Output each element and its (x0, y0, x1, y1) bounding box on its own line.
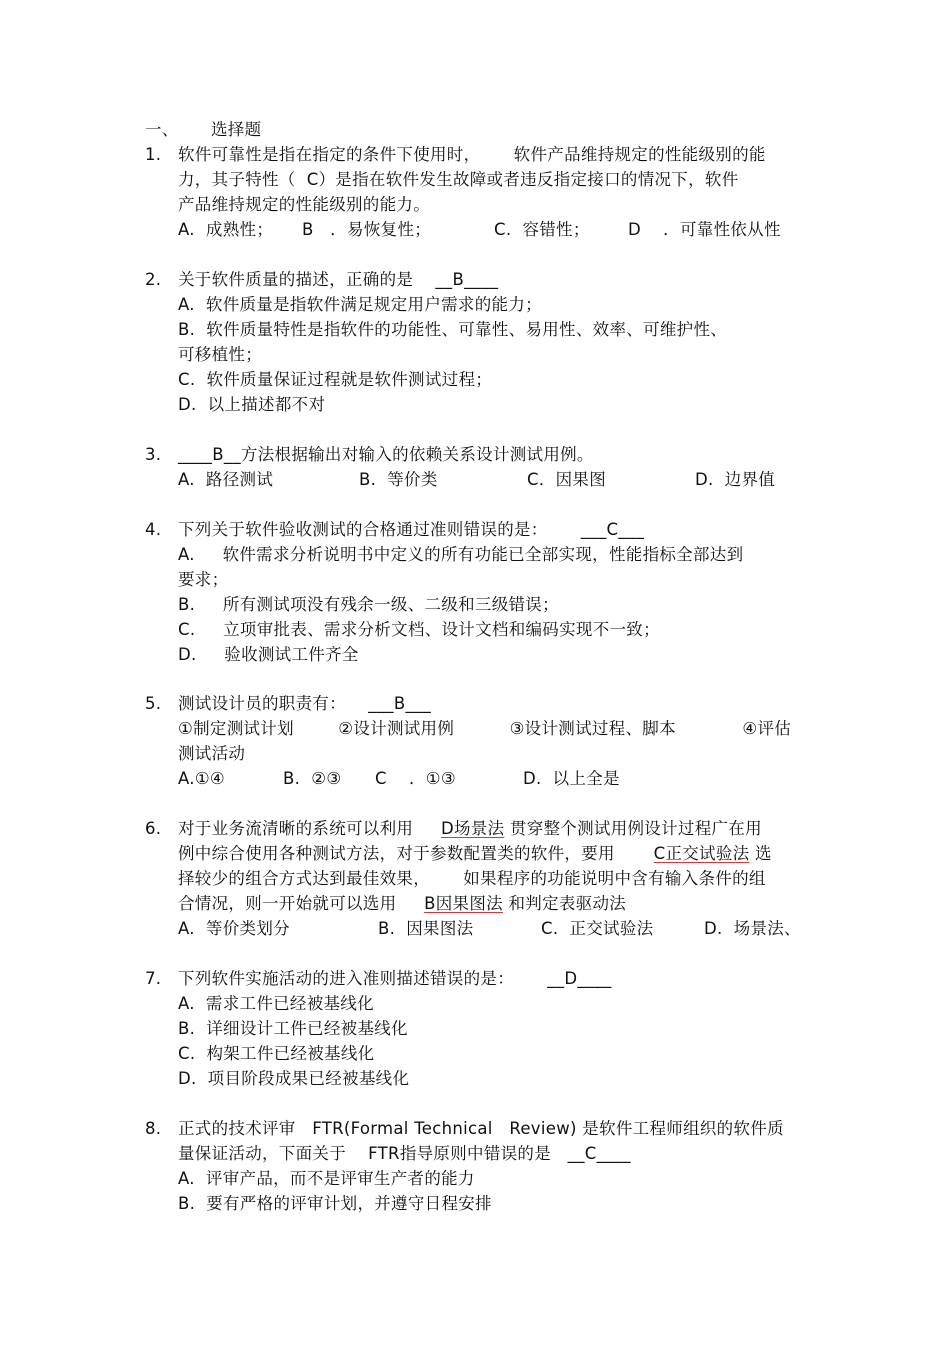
option-a: A. 评审产品，而不是评审生产者的能力 (178, 1169, 475, 1188)
section-title: 选择题 (211, 120, 262, 139)
option-a: A. 等价类划分 (178, 919, 290, 938)
stem-text: 和判定表驱动法 (502, 894, 627, 913)
option-d: D. 验收测试工件齐全 (178, 645, 359, 664)
option-a: A. 需求工件已经被基线化 (178, 994, 374, 1013)
question-number: 4. (145, 520, 162, 539)
question-number: 2. (145, 270, 162, 289)
option-d: D. 场景法、 (704, 919, 801, 938)
question-stem-line: 软件可靠性是指在指定的条件下使用时， 软件产品维持规定的性能级别的能 (178, 145, 766, 164)
option-a: A. 成熟性； (178, 220, 274, 239)
stem-text: 选 (749, 844, 772, 863)
option-b: B ．易恢复性； (302, 220, 432, 239)
question-stem-line: 下列软件实施活动的进入准则描述错误的是： __D____ (178, 969, 612, 988)
stem-text: 贯穿整个测试用例设计过程广在用 (504, 819, 762, 838)
question-stem-line (178, 868, 766, 890)
option-d: D. 项目阶段成果已经被基线化 (178, 1069, 410, 1088)
question-number: 6. (145, 819, 162, 838)
question-stem-line: 测试设计员的职责有： ___B___ (178, 694, 432, 713)
option-c: C. 软件质量保证过程就是软件测试过程； (178, 370, 493, 389)
option-d: D ．可靠性依从性 (628, 220, 781, 239)
question-number: 5. (145, 694, 162, 713)
question-number: 1. (145, 145, 162, 164)
question-stem-line: 产品维持规定的性能级别的能力。 (178, 195, 430, 214)
option-c: C．因果图 (527, 470, 607, 489)
question-stem-line: 关于软件质量的描述，正确的是 __B____ (178, 270, 499, 289)
option-b: B. 等价类 (359, 470, 438, 489)
option-a-continued: 要求； (178, 570, 229, 589)
option-b: B. 要有严格的评审计划，并遵守日程安排 (178, 1194, 492, 1213)
question-stem-line: 量保证活动，下面关于 FTR指导原则中错误的是 __C____ (178, 1144, 631, 1163)
question-stem-line (178, 893, 626, 915)
question-stem-line (178, 843, 772, 865)
option-b-continued: 可移植性； (178, 345, 262, 364)
option-d: D. 边界值 (695, 470, 776, 489)
answer-underlined: D场景法 (440, 819, 505, 838)
answer-underlined: C正交试验法 (653, 844, 750, 863)
stem-text: 对于业务流清晰的系统可以利用 (178, 819, 441, 838)
stem-text: 合情况，则一开始就可以选用 (178, 894, 425, 913)
section-number: 一、 (145, 120, 179, 139)
question-stem-line: 测试活动 (178, 744, 246, 763)
question-stem-line: ____B__方法根据输出对输入的依赖关系设计测试用例。 (178, 445, 594, 464)
option-a: A.①④ (178, 769, 226, 788)
option-b: B. 软件质量特性是指软件的功能性、可靠性、易用性、效率、可维护性、 (178, 320, 728, 339)
option-b: B. 详细设计工件已经被基线化 (178, 1019, 408, 1038)
option-c: C. 容错性； (494, 220, 590, 239)
option-c: C. 构架工件已经被基线化 (178, 1044, 375, 1063)
question-stem-line (178, 818, 762, 840)
option-a: A. 路径测试 (178, 470, 274, 489)
option-a: A. 软件需求分析说明书中定义的所有功能已全部实现，性能指标全部达到 (178, 545, 744, 564)
option-b: B. ②③ (283, 769, 342, 788)
answer-underlined: B因果图法 (424, 894, 503, 913)
option-c: C ．①③ (375, 769, 456, 788)
option-c: C. 立项审批表、需求分析文档、设计文档和编码实现不一致； (178, 620, 660, 639)
question-number: 3. (145, 445, 162, 464)
question-stem-line: 下列关于软件验收测试的合格通过准则错误的是： ___C___ (178, 520, 644, 539)
option-a: A. 软件质量是指软件满足规定用户需求的能力； (178, 295, 542, 314)
question-stem-line: 力，其子特性（ C）是指在软件发生故障或者违反指定接口的情况下，软件 (178, 170, 739, 189)
option-b: B. 所有测试项没有残余一级、二级和三级错误； (178, 595, 559, 614)
question-number: 7. (145, 969, 162, 988)
question-number: 8. (145, 1119, 162, 1138)
option-c: C. 正交试验法 (541, 919, 654, 938)
question-stem-line: ①制定测试计划 ②设计测试用例 ③设计测试过程、脚本 ④评估 (178, 719, 792, 738)
question-stem-line: 正式的技术评审 FTR(Formal Technical Review) 是软件工程师组织的软件质 (178, 1119, 784, 1138)
stem-text: 择较少的组合方式达到最佳效果， 如果程序的功能说明中含有输入条件的组 (178, 869, 766, 888)
option-d: D. 以上全是 (523, 769, 620, 788)
option-b: B. 因果图法 (378, 919, 474, 938)
stem-text: 例中综合使用各种测试方法，对于参数配置类的软件，要用 (178, 844, 654, 863)
option-d: D. 以上描述都不对 (178, 395, 326, 414)
